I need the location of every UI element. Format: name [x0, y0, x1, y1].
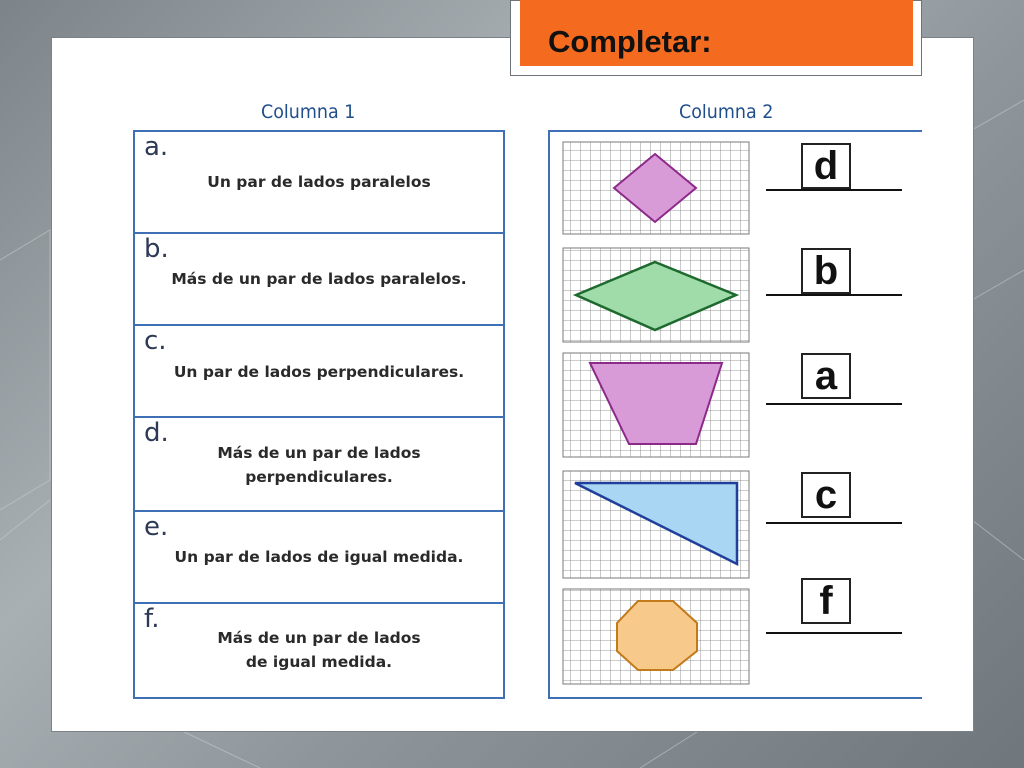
answer-box-2[interactable]: b — [801, 248, 851, 294]
answer-box-1[interactable]: d — [801, 143, 851, 189]
answer-line-3 — [766, 403, 902, 405]
answer-box-4[interactable]: c — [801, 472, 851, 518]
answer-box-5[interactable]: f — [801, 578, 851, 624]
grid-panel-4 — [563, 471, 749, 578]
row-letter: d. — [144, 418, 169, 448]
grid-panel-3 — [563, 353, 749, 457]
row-text: de igual medida. — [245, 653, 393, 671]
answer-line-1 — [766, 189, 902, 191]
row-text: Un par de lados paralelos — [207, 173, 431, 191]
slide-title: Completar: — [548, 24, 712, 59]
column2-header: Columna 2 — [679, 101, 774, 123]
row-letter: a. — [144, 132, 169, 162]
row-letter: c. — [144, 326, 167, 356]
grid-panel-2 — [563, 248, 749, 342]
answer-line-5 — [766, 632, 902, 634]
row-letter: e. — [144, 512, 169, 542]
answer-box-3[interactable]: a — [801, 353, 851, 399]
row-letter: b. — [144, 234, 169, 264]
row-text: Más de un par de lados paralelos. — [171, 270, 467, 288]
row-text: Un par de lados de igual medida. — [174, 548, 464, 566]
row-text: Más de un par de lados — [217, 629, 421, 647]
row-text: perpendiculares. — [245, 468, 393, 486]
shape-octagon — [617, 601, 697, 670]
answer-line-4 — [766, 522, 902, 524]
row-text: Un par de lados perpendiculares. — [173, 363, 465, 381]
row-text: Más de un par de lados — [217, 444, 421, 462]
answer-line-2 — [766, 294, 902, 296]
grid-panel-5 — [563, 589, 749, 684]
column1-header: Columna 1 — [261, 101, 356, 123]
grid-panel-1 — [563, 142, 749, 234]
row-letter: f. — [144, 604, 160, 634]
